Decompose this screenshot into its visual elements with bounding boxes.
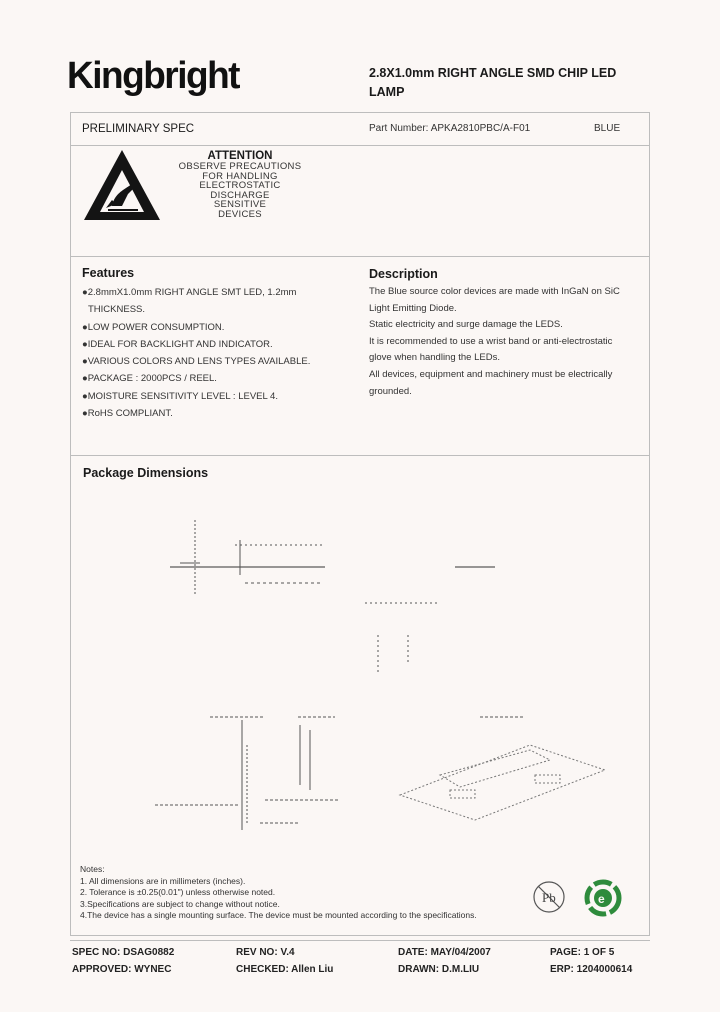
list-item: ●VARIOUS COLORS AND LENS TYPES AVAILABLE. bbox=[82, 356, 311, 368]
package-dimensions-drawing bbox=[150, 505, 630, 845]
list-item: THICKNESS. bbox=[88, 304, 146, 316]
lead-free-icon bbox=[530, 880, 568, 914]
spec-status: PRELIMINARY SPEC bbox=[82, 123, 195, 135]
description-line: Light Emitting Diode. bbox=[369, 302, 457, 314]
svg-text:e: e bbox=[598, 892, 605, 906]
list-item: ●LOW POWER CONSUMPTION. bbox=[82, 321, 225, 333]
spec-date: DATE: MAY/04/2007 bbox=[398, 947, 491, 958]
led-color: BLUE bbox=[594, 123, 621, 134]
attention-line: DISCHARGE bbox=[210, 189, 270, 201]
attention-line: ELECTROSTATIC bbox=[199, 180, 281, 192]
drawn-by: DRAWN: D.M.LIU bbox=[398, 964, 480, 975]
note-line: 3.Specifications are subject to change without notice. bbox=[80, 898, 280, 909]
attention-line: OBSERVE PRECAUTIONS bbox=[178, 161, 302, 172]
divider bbox=[70, 145, 650, 146]
description-line: All devices, equipment and machinery must be electrically bbox=[369, 368, 613, 380]
list-item: ●MOISTURE SENSITIVITY LEVEL : LEVEL 4. bbox=[82, 390, 278, 402]
footer-divider bbox=[70, 940, 650, 941]
attention-line: DEVICES bbox=[218, 208, 262, 220]
description-line: Static electricity and surge damage the LEDS. bbox=[369, 319, 563, 331]
checked-by: CHECKED: Allen Liu bbox=[236, 964, 334, 975]
note-line: Notes: bbox=[80, 864, 105, 874]
lead-free-label: Pb bbox=[542, 890, 556, 905]
note-line: 1. All dimensions are in millimeters (inches). bbox=[80, 875, 246, 886]
document-title: 2.8X1.0mm RIGHT ANGLE SMD CHIP LED LAMP bbox=[369, 66, 617, 99]
description-text bbox=[369, 284, 644, 400]
notes bbox=[80, 864, 477, 922]
attention-line: FOR HANDLING bbox=[202, 170, 278, 182]
description-line: glove when handling the LEDs. bbox=[369, 352, 500, 364]
package-dimensions-heading: Package Dimensions bbox=[83, 466, 209, 480]
list-item: ●RoHS COMPLIANT. bbox=[82, 408, 173, 420]
erp-number: ERP: 1204000614 bbox=[550, 964, 633, 975]
description-line: The Blue source color devices are made with InGaN on SiC bbox=[369, 286, 620, 297]
note-line: 2. Tolerance is ±0.25(0.01") unless otherwise noted. bbox=[80, 887, 276, 898]
list-item: ●2.8mmX1.0mm RIGHT ANGLE SMT LED, 1.2mm bbox=[82, 287, 297, 298]
list-item: ●PACKAGE : 2000PCS / REEL. bbox=[82, 373, 217, 385]
features-heading: Features bbox=[82, 266, 135, 280]
divider bbox=[70, 256, 650, 257]
description-heading: Description bbox=[369, 267, 438, 281]
divider bbox=[70, 455, 650, 456]
rohs-green-icon bbox=[583, 878, 623, 918]
note-line: 4.The device has a single mounting surface. The device must be mounted according to the specifications. bbox=[80, 910, 477, 921]
kingbright-logo: Kingbright bbox=[67, 54, 240, 97]
description-line: grounded. bbox=[369, 385, 412, 397]
features-list bbox=[82, 284, 352, 422]
attention-heading: ATTENTION bbox=[207, 150, 273, 162]
spec-number: SPEC NO: DSAG0882 bbox=[72, 947, 175, 958]
attention-line: SENSITIVE bbox=[213, 199, 267, 211]
esd-warning-icon bbox=[82, 148, 162, 223]
revision-number: REV NO: V.4 bbox=[236, 947, 295, 958]
list-item: ●IDEAL FOR BACKLIGHT AND INDICATOR. bbox=[82, 338, 273, 350]
attention-notice bbox=[170, 150, 310, 220]
page-number: PAGE: 1 OF 5 bbox=[550, 947, 615, 958]
description-line: It is recommended to use a wrist band or anti-electrostatic bbox=[369, 335, 613, 347]
part-number: Part Number: APKA2810PBC/A-F01 bbox=[369, 123, 531, 134]
approved-by: APPROVED: WYNEC bbox=[72, 964, 172, 975]
